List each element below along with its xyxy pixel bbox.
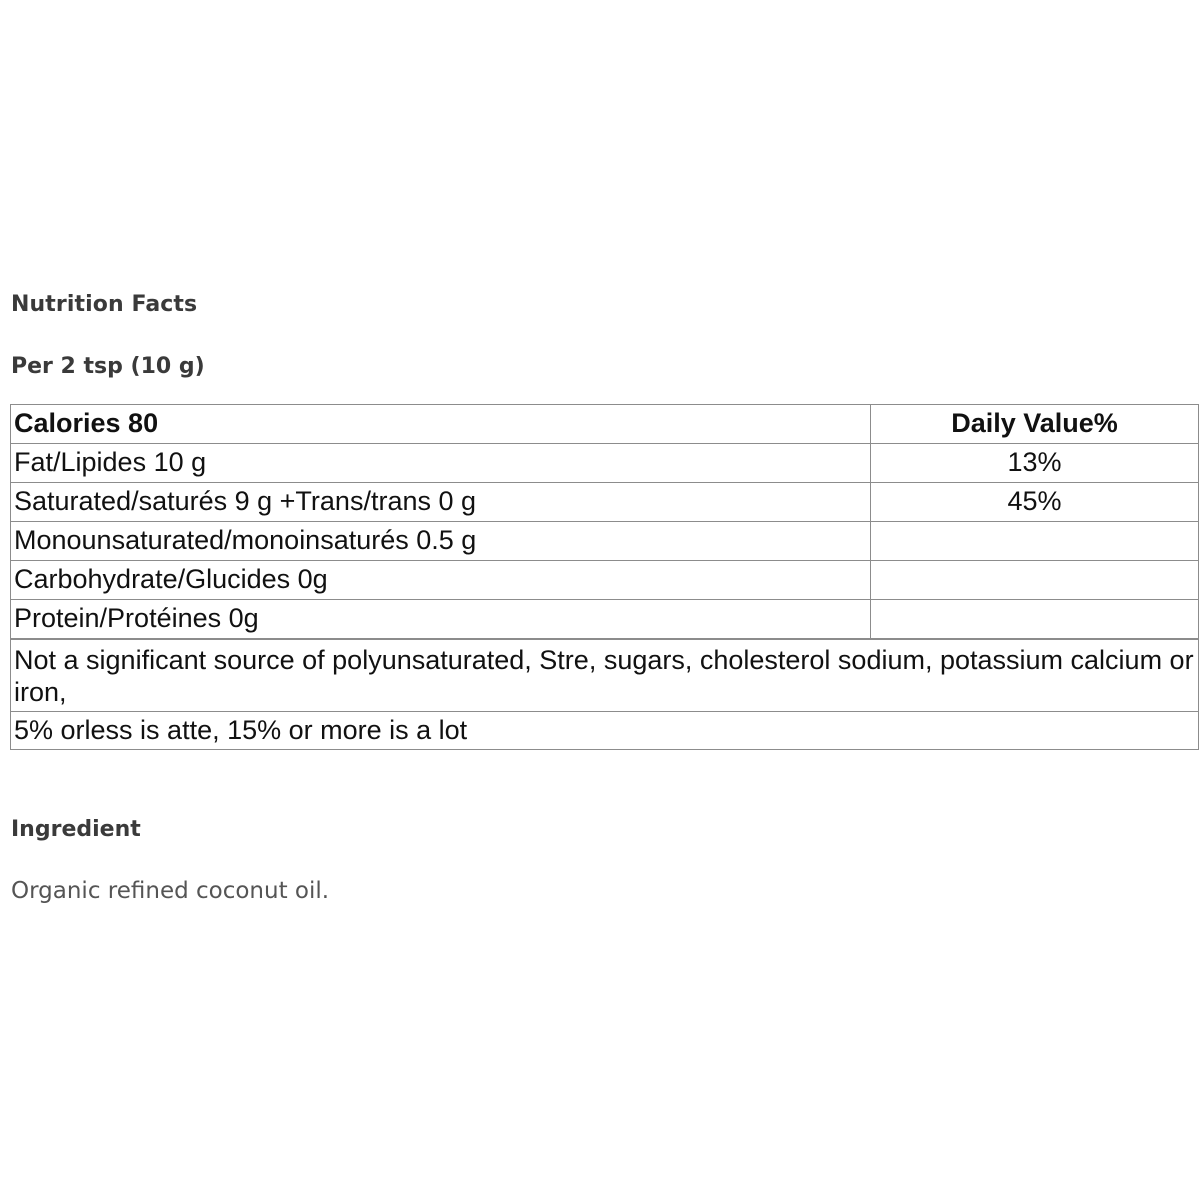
table-header-row — [11, 405, 1199, 444]
nutrient-label: Monounsaturated/monoinsaturés 0.5 g — [11, 522, 871, 561]
serving-size: Per 2 tsp (10 g) — [11, 354, 205, 379]
nutrient-label: Fat/Lipides 10 g — [11, 444, 871, 483]
table-note-row — [11, 639, 1199, 711]
nutrient-daily-value — [871, 561, 1199, 600]
table-row — [11, 444, 1199, 483]
daily-value-guide: 5% orless is atte, 15% or more is a lot — [11, 711, 1199, 749]
nutrition-table — [10, 404, 1199, 750]
table-row — [11, 561, 1199, 600]
nutrient-daily-value: 13% — [871, 444, 1199, 483]
table-row — [11, 522, 1199, 561]
daily-value-header: Daily Value% — [871, 405, 1199, 444]
nutrient-label: Saturated/saturés 9 g +Trans/trans 0 g — [11, 483, 871, 522]
ingredient-heading: Ingredient — [11, 817, 141, 842]
significance-note: Not a significant source of polyunsaturated, Stre, sugars, cholesterol sodium, potassium calcium or iron, — [11, 639, 1199, 711]
ingredient-text: Organic refined coconut oil. — [11, 878, 330, 904]
nutrition-facts-title: Nutrition Facts — [11, 292, 198, 317]
table-row — [11, 483, 1199, 522]
table-row — [11, 600, 1199, 640]
nutrient-label: Protein/Protéines 0g — [11, 600, 871, 640]
nutrient-label: Carbohydrate/Glucides 0g — [11, 561, 871, 600]
nutrient-daily-value — [871, 600, 1199, 640]
nutrient-daily-value — [871, 522, 1199, 561]
nutrient-daily-value: 45% — [871, 483, 1199, 522]
table-footer-row — [11, 711, 1199, 749]
calories-label: Calories 80 — [11, 405, 871, 444]
